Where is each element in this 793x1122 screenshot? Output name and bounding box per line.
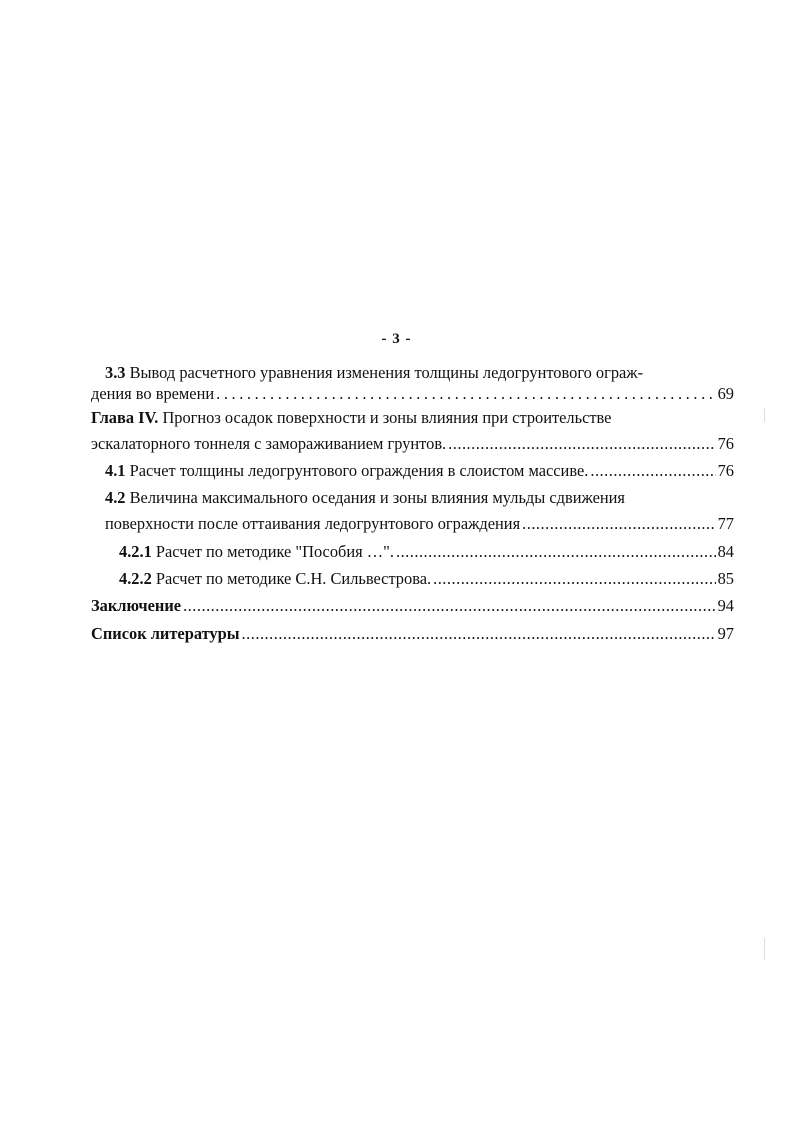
toc-page-number: 76	[717, 461, 734, 480]
toc-entry-title: Величина максимального оседания и зоны влияния мульды сдвижения	[129, 488, 625, 507]
toc-page-number: 97	[717, 624, 734, 643]
toc-leader-dots	[183, 596, 716, 616]
scan-edge-mark	[764, 938, 765, 960]
toc-entry-number: 4.2.1	[119, 542, 152, 561]
toc-entry-title: Список литературы	[91, 624, 240, 643]
toc-page-number: 76	[717, 434, 734, 453]
page-number: - 3 -	[381, 331, 412, 347]
toc-entry-3-3-line1[interactable]	[105, 363, 643, 383]
toc-entry-number: 4.2	[105, 488, 126, 507]
toc-page-number: 94	[717, 596, 734, 615]
toc-leader-dots	[242, 624, 716, 644]
toc-entry-title: Расчет по методике С.Н. Сильвестрова.	[155, 569, 432, 588]
toc-entry-title: Расчет толщины ледогрунтового ограждения в слоистом массиве.	[129, 461, 589, 480]
toc-entry-4-2-line2[interactable]	[105, 514, 734, 534]
toc-entry-title: Заключение	[91, 596, 182, 615]
toc-page-number: 69	[717, 384, 734, 403]
toc-page-number: 85	[717, 569, 734, 588]
toc-entry-title-continued: поверхности после оттаивания ледогрунтового ограждения	[105, 514, 521, 533]
toc-chapter-label: Глава IV.	[91, 408, 159, 427]
toc-page-number: 77	[717, 514, 734, 533]
toc-entry-number: 4.2.2	[119, 569, 152, 588]
toc-entry-title-continued: дения во времени	[91, 384, 215, 403]
toc-entry-references[interactable]	[91, 624, 734, 644]
toc-entry-4-1[interactable]	[105, 461, 734, 481]
toc-entry-chapter-4-line1[interactable]	[91, 408, 611, 428]
toc-entry-3-3-line2[interactable]	[91, 384, 734, 404]
toc-leader-dots	[590, 461, 715, 481]
toc-leader-dots	[448, 434, 715, 454]
toc-entry-title: Расчет по методике "Пособия …".	[155, 542, 394, 561]
toc-leader-dots	[522, 514, 715, 534]
toc-entry-conclusion[interactable]	[91, 596, 734, 616]
toc-entry-number: 4.1	[105, 461, 126, 480]
scan-edge-mark	[764, 408, 765, 422]
toc-entry-4-2-2[interactable]	[119, 569, 734, 589]
toc-leader-dots	[433, 569, 716, 589]
toc-entry-title: Вывод расчетного уравнения изменения толщины ледогрунтового ограж-	[129, 363, 644, 382]
toc-entry-chapter-4-line2[interactable]	[91, 434, 734, 454]
toc-entry-4-2-line1[interactable]	[105, 488, 625, 508]
toc-entry-4-2-1[interactable]	[119, 542, 734, 562]
toc-chapter-title: Прогноз осадок поверхности и зоны влияния при строительстве	[162, 408, 612, 427]
toc-entry-number: 3.3	[105, 363, 126, 382]
toc-leader-dots	[216, 384, 715, 404]
toc-page-number: 84	[717, 542, 734, 561]
toc-chapter-title-continued: эскалаторного тоннеля с замораживанием грунтов.	[91, 434, 447, 453]
toc-leader-dots	[396, 542, 716, 562]
